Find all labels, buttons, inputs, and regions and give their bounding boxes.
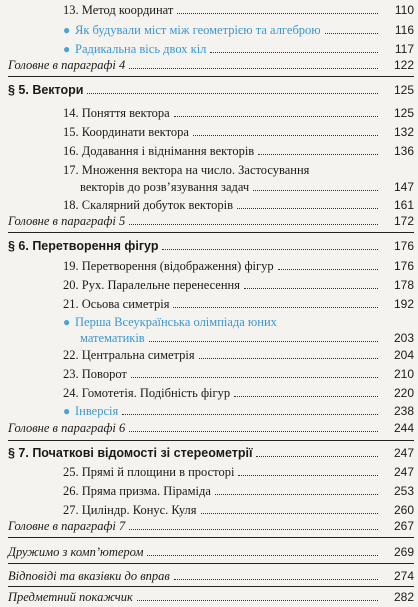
- toc-page-number: 176: [393, 239, 414, 253]
- divider: [8, 232, 414, 233]
- dot-leader: [177, 13, 378, 14]
- toc-item-title: 21. Осьова симетрія: [63, 297, 170, 311]
- toc-page-number: 176: [393, 259, 414, 273]
- toc-page-number: 204: [393, 348, 414, 362]
- toc-item-26: [0, 481, 418, 501]
- dot-leader: [174, 579, 378, 580]
- toc-item-title: Предметний покажчик: [8, 590, 133, 604]
- toc-page-number: 178: [393, 278, 414, 292]
- toc-item-title: Головне в параграфі 6: [8, 421, 126, 435]
- dot-leader: [215, 494, 378, 495]
- toc-page-number: 247: [393, 465, 414, 479]
- toc-item-22: [0, 345, 418, 365]
- toc-page-number: 116: [394, 23, 414, 37]
- toc-item-title: математиків: [80, 331, 145, 345]
- toc-page-number: 253: [393, 484, 414, 498]
- toc-item-title: Головне в параграфі 7: [8, 519, 126, 533]
- toc-item-title: 25. Прямі й площини в просторі: [63, 465, 235, 479]
- toc-page-number: 274: [393, 569, 414, 583]
- toc-page-number: 110: [394, 3, 414, 17]
- toc-page-number: 210: [393, 367, 414, 381]
- dot-leader: [258, 154, 378, 155]
- bullet-icon: ●: [63, 42, 71, 56]
- toc-summary-5: [0, 211, 418, 231]
- toc-item-title: 18. Скалярний добуток векторів: [63, 198, 234, 212]
- toc-item-19: [0, 256, 418, 276]
- toc-item-title: Радикальна вісь двох кіл: [75, 42, 207, 56]
- toc-computer: [0, 542, 418, 562]
- bullet-icon: ●: [63, 404, 71, 418]
- section-title: § 6. Перетворення фігур: [8, 239, 159, 253]
- toc-item-21: [0, 294, 418, 314]
- toc-item-title: 23. Поворот: [63, 367, 127, 381]
- toc-item-title: 13. Метод координат: [63, 3, 174, 17]
- toc-page-number: 220: [393, 386, 414, 400]
- dot-leader: [201, 513, 378, 514]
- toc-item-25: [0, 462, 418, 482]
- toc-page-number: 125: [393, 83, 414, 97]
- toc-page-number: 244: [393, 421, 414, 435]
- toc-index: [0, 587, 418, 607]
- toc-summary-7: [0, 516, 418, 536]
- toc-item-title: Відповіді та вказівки до вправ: [8, 569, 170, 583]
- dot-leader: [129, 431, 378, 432]
- divider: [8, 440, 414, 441]
- toc-page-number: 122: [393, 58, 414, 72]
- toc-page-number: 161: [393, 198, 414, 212]
- toc-item-title: Головне в параграфі 4: [8, 58, 126, 72]
- dot-leader: [210, 52, 378, 53]
- toc-item-title: 24. Гомотетія. Подібність фігур: [63, 386, 231, 400]
- toc-page-number: 117: [394, 42, 414, 56]
- dot-leader: [238, 475, 378, 476]
- dot-leader: [234, 396, 378, 397]
- toc-page-number: 247: [393, 446, 414, 460]
- toc-page-number: 282: [393, 590, 414, 604]
- toc-summary-6: [0, 418, 418, 438]
- dot-leader: [87, 93, 378, 94]
- toc-item-title: 14. Поняття вектора: [63, 106, 170, 120]
- toc-page-number: 203: [393, 331, 414, 345]
- toc-item-24: [0, 383, 418, 403]
- dot-leader: [122, 414, 378, 415]
- dot-leader: [199, 358, 378, 359]
- toc-page-number: 238: [393, 404, 414, 418]
- dot-leader: [137, 600, 378, 601]
- dot-leader: [162, 249, 378, 250]
- toc-item-title: 27. Циліндр. Конус. Куля: [63, 503, 197, 517]
- toc-page-number: 192: [393, 297, 414, 311]
- toc-answers: [0, 566, 418, 586]
- toc-item-title: 26. Пряма призма. Піраміда: [63, 484, 211, 498]
- toc-item-title: 20. Рух. Паралельне перенесення: [63, 278, 240, 292]
- toc-page-number: 269: [393, 545, 414, 559]
- toc-page-number: 136: [393, 144, 414, 158]
- dot-leader: [237, 208, 378, 209]
- toc-page-number: 267: [393, 519, 414, 533]
- dot-leader: [256, 456, 378, 457]
- toc-item-title: 22. Центральна симетрія: [63, 348, 195, 362]
- dot-leader: [244, 288, 378, 289]
- bullet-icon: ●: [63, 315, 71, 329]
- dot-leader: [147, 555, 378, 556]
- bullet-icon: ●: [63, 23, 71, 37]
- divider: [8, 537, 414, 538]
- section-title: § 5. Вектори: [8, 83, 84, 97]
- dot-leader: [129, 529, 378, 530]
- toc-item-20: [0, 275, 418, 295]
- dot-leader: [278, 269, 378, 270]
- toc-item-14: [0, 103, 418, 123]
- toc-page-number: 172: [393, 214, 414, 228]
- toc-item-title: Як будували міст між геометрією та алгеброю: [75, 23, 321, 37]
- dot-leader: [129, 224, 378, 225]
- dot-leader: [129, 68, 378, 69]
- toc-item-title: 16. Додавання і віднімання векторів: [63, 144, 255, 158]
- dot-leader: [174, 116, 378, 117]
- toc-page-number: 147: [393, 180, 414, 194]
- dot-leader: [131, 377, 378, 378]
- toc-page-number: 125: [393, 106, 414, 120]
- toc-page-number: 132: [393, 125, 414, 139]
- toc-item-title: Головне в параграфі 5: [8, 214, 126, 228]
- toc-item-title: 19. Перетворення (відображення) фігур: [63, 259, 274, 273]
- toc-section-6: [0, 236, 418, 256]
- dot-leader: [149, 341, 378, 342]
- toc-item-23: [0, 364, 418, 384]
- dot-leader: [193, 135, 378, 136]
- toc-item-13: [0, 0, 418, 20]
- toc-item-title: 15. Координати вектора: [63, 125, 189, 139]
- toc-item-16: [0, 141, 418, 161]
- toc-bullet-bridge: [0, 20, 418, 40]
- toc-page-number: 260: [393, 503, 414, 517]
- toc-item-title: 17. Множення вектора на число. Застосування: [63, 163, 310, 177]
- toc-section-7: [0, 443, 418, 463]
- toc-summary-4: [0, 55, 418, 75]
- toc-item-title: векторів до розв’язування задач: [80, 180, 250, 194]
- toc-item-15: [0, 122, 418, 142]
- toc-item-title: Дружимо з комп’ютером: [8, 545, 144, 559]
- divider: [8, 563, 414, 564]
- dot-leader: [253, 190, 378, 191]
- dot-leader: [325, 33, 378, 34]
- toc-item-17-cont: [0, 177, 418, 197]
- toc-section-5: [0, 80, 418, 100]
- dot-leader: [173, 307, 378, 308]
- section-title: § 7. Початкові відомості зі стереометрії: [8, 446, 253, 460]
- toc-item-title: Інверсія: [75, 404, 119, 418]
- toc-item-title: Перша Всеукраїнська олімпіада юних: [75, 315, 277, 329]
- divider: [8, 76, 414, 77]
